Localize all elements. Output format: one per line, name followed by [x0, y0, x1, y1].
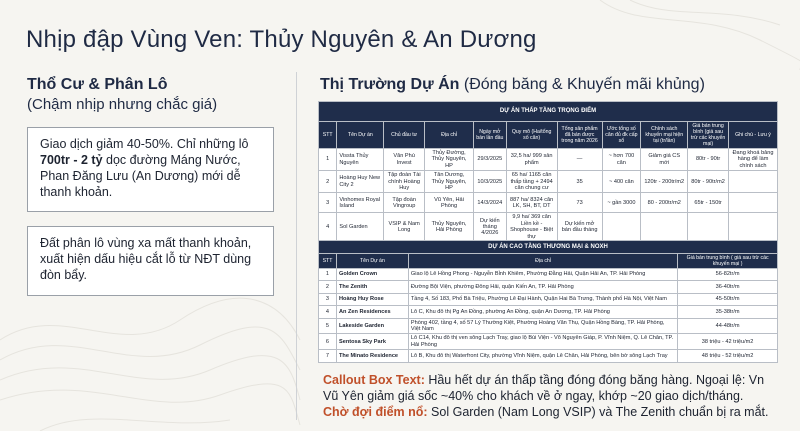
- table-cell: 48 triệu - 52 triệu/m2: [678, 350, 778, 363]
- table-row: [319, 171, 778, 193]
- table-cell: [728, 213, 777, 242]
- project-name-cell: Vinhomes Royal Island: [337, 193, 384, 213]
- table-cell: 4: [319, 213, 337, 242]
- table-cell: 29/3/2025: [474, 149, 507, 171]
- table-cell: Tập đoàn Tài chính Hoàng Huy: [384, 171, 425, 193]
- table-cell: Văn Phú Invest: [384, 149, 425, 171]
- table-row: [319, 268, 778, 281]
- table1-col-header: Tên Dự án: [337, 122, 384, 149]
- table-row: [319, 281, 778, 294]
- table2-col-header: STT: [319, 253, 337, 268]
- project-name-cell: An Zen Residences: [336, 306, 408, 319]
- table-cell: 73: [557, 193, 602, 213]
- table-cell: 1: [319, 268, 337, 281]
- table2-caption: DỰ ÁN CAO TẦNG THƯƠNG MẠI & NOXH: [319, 241, 778, 254]
- project-name-cell: Sol Garden: [337, 213, 384, 242]
- project-name-cell: The Zenith: [336, 281, 408, 294]
- right-section-heading: [320, 76, 705, 94]
- table-row: [319, 193, 778, 213]
- box1-price-range: 700tr - 2 tỷ: [40, 153, 103, 167]
- table-cell: Dự kiến mở bán đầu tháng: [557, 213, 602, 242]
- table-cell: 3: [319, 293, 337, 306]
- high-rise-projects-table: [318, 240, 778, 363]
- table-cell: [688, 213, 729, 242]
- project-name-cell: Golden Crown: [336, 268, 408, 281]
- left-section-heading: Thổ Cư & Phân Lô: [27, 76, 168, 93]
- table-cell: Tập đoàn Vingroup: [384, 193, 425, 213]
- box1-text-start: Giao dịch giảm 40-50%. Chỉ những lô: [40, 137, 249, 151]
- low-rise-projects-table: [318, 101, 778, 242]
- table-cell: Đường Bội Viện, phường Đông Hải, quận Kiến An, TP. Hải Phòng: [408, 281, 677, 294]
- right-heading-bold: Thị Trường Dự Án: [320, 76, 460, 93]
- table-cell: Dự kiến tháng 4/2026: [474, 213, 507, 242]
- table-cell: 9,9 ha/ 369 căn Liền kề - Shophouse - Biệt thự: [506, 213, 557, 242]
- table-row: [319, 213, 778, 242]
- table2-col-header: Giá bán trung bình ( giá sau trừ các khuyến mại ): [678, 253, 778, 268]
- table-cell: 80tr - 90tr: [688, 149, 729, 171]
- table-cell: Đang khoá bảng hàng để làm chính sách: [728, 149, 777, 171]
- callout-text: Hầu hết dự án thấp tầng đóng đóng băng hàng. Ngoại lệ: Vn Vũ Yên giảm giá sốc ~40% cho khách về ở ngay, khớp ~20 giao dịch/tháng.: [323, 373, 765, 403]
- table-cell: 2: [319, 281, 337, 294]
- table-cell: 56-82tr/m: [678, 268, 778, 281]
- table-row: [319, 306, 778, 319]
- table-cell: [602, 213, 641, 242]
- table-cell: Giảm giá CS mới: [641, 149, 688, 171]
- table-cell: [728, 171, 777, 193]
- table1-col-header: Chủ đầu tư: [384, 122, 425, 149]
- table-cell: 35: [557, 171, 602, 193]
- table-cell: 4: [319, 306, 337, 319]
- table1-col-header: Ngày mở bán lần đầu: [474, 122, 507, 149]
- project-name-cell: Hoàng Huy Rose: [336, 293, 408, 306]
- table-cell: [641, 213, 688, 242]
- table-row: [319, 350, 778, 363]
- table-cell: 38 triệu - 42 triệu/m2: [678, 334, 778, 350]
- table-cell: Thủy Đường, Thủy Nguyên, HP: [425, 149, 474, 171]
- callout-label: Callout Box Text:: [323, 373, 425, 387]
- table1-col-header: Tổng sản phẩm đã bán được trong năm 2026: [557, 122, 602, 149]
- project-name-cell: Hoàng Huy New City 2: [337, 171, 384, 193]
- table-cell: 6: [319, 334, 337, 350]
- table-cell: Giao lộ Lê Hồng Phong - Nguyễn Bỉnh Khiêm, Phường Đằng Hải, Quận Hải An, TP. Hải Phòng: [408, 268, 677, 281]
- table-cell: VSIP & Nam Long: [384, 213, 425, 242]
- table-cell: 14/3/2024: [474, 193, 507, 213]
- project-name-cell: Sentosa Sky Park: [336, 334, 408, 350]
- table-cell: Thủy Nguyên, Hải Phòng: [425, 213, 474, 242]
- table1-col-header: Ghi chú - Lưu ý: [728, 122, 777, 149]
- table1-header-row: [319, 122, 778, 149]
- table1-col-header: STT: [319, 122, 337, 149]
- table1-col-header: Ước tổng số căn đủ đk cấp sổ: [602, 122, 641, 149]
- table-cell: 65tr - 150tr: [688, 193, 729, 213]
- table-cell: 44-48tr/m: [678, 318, 778, 334]
- table-cell: 80tr - 90tr/m2: [688, 171, 729, 193]
- project-name-cell: Vissta Thủy Nguyên: [337, 149, 384, 171]
- table-cell: 887 ha/ 8324 căn LK, SH, BT, DT: [506, 193, 557, 213]
- table-cell: Lô B, Khu đô thị Waterfront City, phường Vĩnh Niệm, quận Lê Chân, Hải Phòng, bên bờ sông Lạch Tray: [408, 350, 677, 363]
- table-row: [319, 149, 778, 171]
- table1-col-header: Giá bán trung bình (giá sau trừ các khuyến mại): [688, 122, 729, 149]
- table-cell: 3: [319, 193, 337, 213]
- table-cell: 7: [319, 350, 337, 363]
- callout-box: [323, 372, 778, 420]
- table-cell: Phòng 402, tầng 4, số 57 Lý Thường Kiệt, Phường Hoàng Văn Thụ, Quận Hồng Bàng, TP. Hải Phòng, Việt Nam: [408, 318, 677, 334]
- box2-text: Đất phân lô vùng xa mất thanh khoản, xuất hiện dấu hiệu cắt lỗ từ NĐT dùng đòn bẩy.: [40, 236, 252, 282]
- table2-body: [319, 268, 778, 362]
- table1-caption: DỰ ÁN THẤP TẦNG TRỌNG ĐIỂM: [319, 102, 778, 122]
- table-cell: Tân Dương, Thủy Nguyên, HP: [425, 171, 474, 193]
- table-cell: Vũ Yên, Hải Phòng: [425, 193, 474, 213]
- table-cell: 65 ha/ 1165 căn thấp tầng + 2494 căn chung cư: [506, 171, 557, 193]
- box1-text-end: dọc đường Máng Nước, Phan Đăng Lưu (An Dương) mới dễ thanh khoản.: [40, 153, 241, 199]
- table2-col-header: Tên Dự án: [336, 253, 408, 268]
- table-row: [319, 293, 778, 306]
- column-divider: [296, 72, 297, 420]
- left-section-subheading: (Chậm nhịp nhưng chắc giá): [27, 96, 218, 113]
- table-cell: [728, 193, 777, 213]
- table-cell: ~ 400 căn: [602, 171, 641, 193]
- table-cell: 36-40tr/m: [678, 281, 778, 294]
- remote-land-insight-box: [27, 226, 274, 296]
- table-cell: 10/3/2025: [474, 171, 507, 193]
- page-title: Nhịp đập Vùng Ven: Thủy Nguyên & An Dương: [26, 26, 537, 53]
- table-cell: 32,5 ha/ 999 sản phẩm: [506, 149, 557, 171]
- table-cell: ~ hơn 700 căn: [602, 149, 641, 171]
- table-cell: ~ gần 3000: [602, 193, 641, 213]
- table-cell: 80 - 200tr/m2: [641, 193, 688, 213]
- table-row: [319, 334, 778, 350]
- table2-header-row: [319, 253, 778, 268]
- table-cell: 5: [319, 318, 337, 334]
- table-cell: —: [557, 149, 602, 171]
- table1-col-header: Chính sách khuyến mại hiện tại (tr/lần): [641, 122, 688, 149]
- table-cell: 35-38tr/m: [678, 306, 778, 319]
- table-cell: 120tr - 200tr/m2: [641, 171, 688, 193]
- right-heading-rest: (Đóng băng & Khuyến mãi khủng): [459, 76, 705, 93]
- upcoming-text: Sol Garden (Nam Long VSIP) và The Zenith chuẩn bị ra mắt.: [427, 405, 769, 419]
- upcoming-label: Chờ đợi điểm nổ:: [323, 405, 428, 419]
- table1-col-header: Quy mô (Ha/tổng số căn): [506, 122, 557, 149]
- table-cell: Lô C, Khu đô thị Pg An Đồng, phường An Đồng, quận An Dương, TP. Hải Phòng: [408, 306, 677, 319]
- project-name-cell: Lakeside Garden: [336, 318, 408, 334]
- residential-land-insight-box: [27, 127, 274, 212]
- table1-col-header: Địa chỉ: [425, 122, 474, 149]
- project-name-cell: The Minato Residence: [336, 350, 408, 363]
- table2-col-header: Địa chỉ: [408, 253, 677, 268]
- table-row: [319, 318, 778, 334]
- table-cell: Lô C14, Khu đô thị ven sông Lạch Tray, giao lộ Bùi Viện - Võ Nguyên Giáp, P. Vĩnh Niệm, Q. Lê Chân, TP. Hải Phòng: [408, 334, 677, 350]
- table-cell: Tầng 4, Số 183, Phố Bà Triệu, Phường Lê Đại Hành, Quận Hai Bà Trưng, Thành phố Hà Nội, Việt Nam: [408, 293, 677, 306]
- table-cell: 1: [319, 149, 337, 171]
- table-cell: 45-50tr/m: [678, 293, 778, 306]
- table-cell: 2: [319, 171, 337, 193]
- table1-body: [319, 149, 778, 242]
